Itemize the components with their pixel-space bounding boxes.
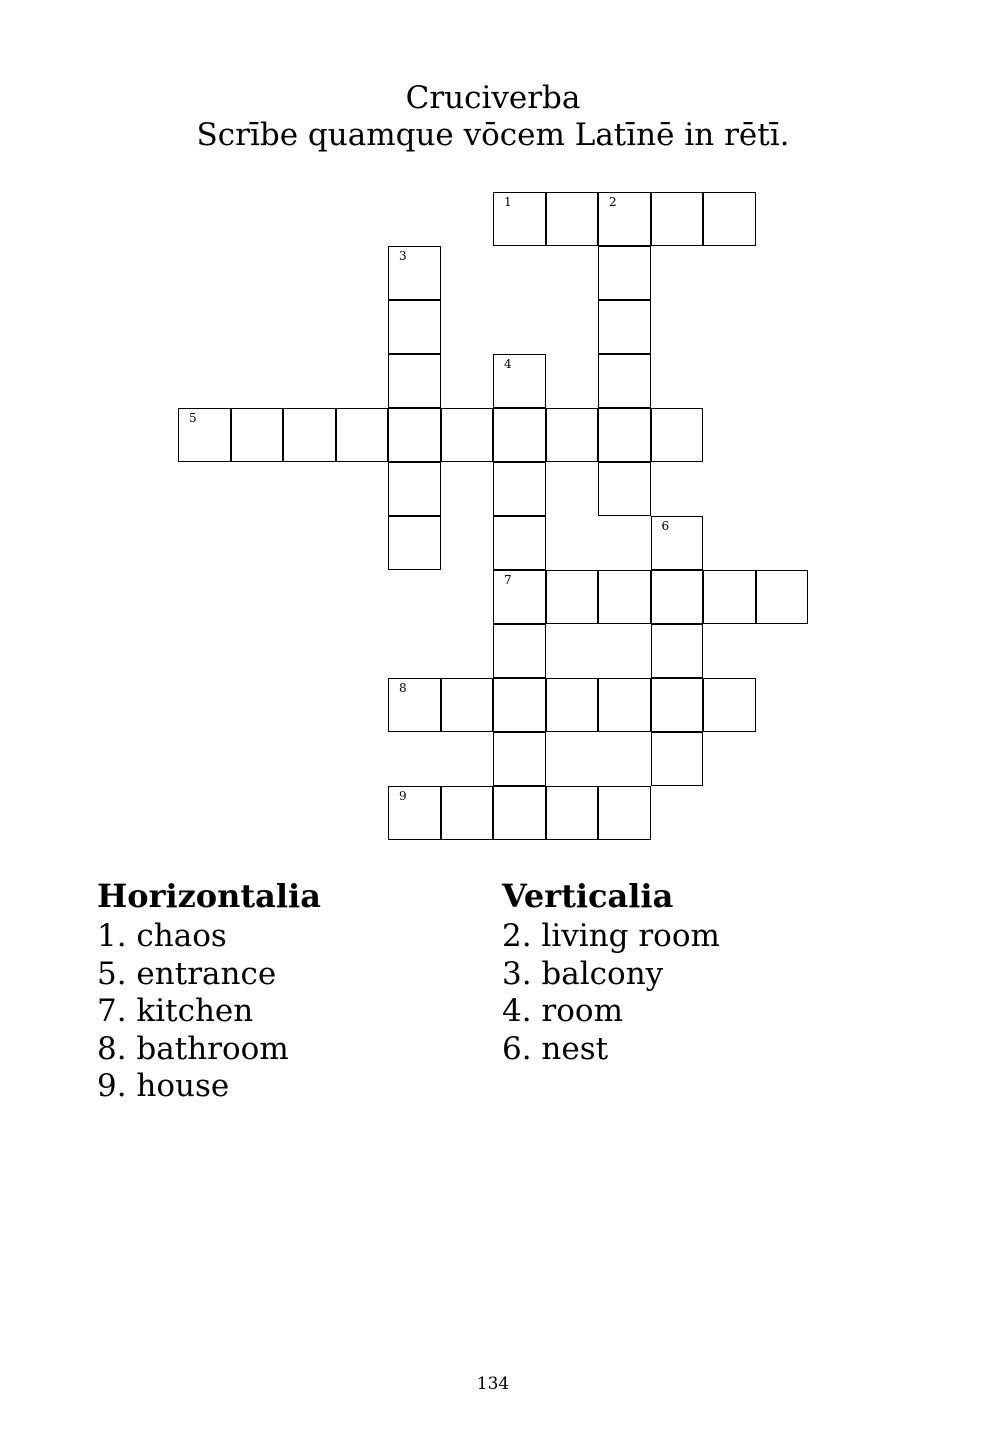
puzzle-instructions: Scrībe quamque vōcem Latīnē in rētī. xyxy=(196,117,790,153)
crossword-cell[interactable] xyxy=(598,786,651,840)
crossword-cell[interactable] xyxy=(598,192,651,246)
down-clues xyxy=(502,876,720,1068)
across-heading: Horizontalia xyxy=(97,877,321,915)
crossword-cell[interactable] xyxy=(178,408,231,462)
clue-number: 2 xyxy=(609,195,617,209)
crossword-cell[interactable] xyxy=(598,354,651,408)
crossword-cell[interactable] xyxy=(493,570,546,624)
down-heading: Verticalia xyxy=(502,877,674,915)
crossword-cell[interactable] xyxy=(441,678,494,732)
clue-across-7: 7. kitchen xyxy=(97,993,254,1029)
clue-number: 3 xyxy=(399,249,407,263)
crossword-cell[interactable] xyxy=(651,624,704,678)
clue-across-9: 9. house xyxy=(97,1068,230,1104)
crossword-cell[interactable] xyxy=(651,732,704,786)
clue-number: 6 xyxy=(661,519,670,533)
crossword-cell[interactable] xyxy=(336,408,389,462)
crossword-cell[interactable] xyxy=(598,408,651,462)
crossword-cell[interactable] xyxy=(651,570,704,624)
clue-down-6: 6. nest xyxy=(502,1030,609,1067)
crossword-cell[interactable] xyxy=(598,570,651,624)
crossword-cell[interactable] xyxy=(493,624,546,678)
clue-down-2: 2. living room xyxy=(502,918,720,954)
crossword-cell[interactable] xyxy=(651,192,704,246)
puzzle-title: Cruciverba xyxy=(405,80,581,116)
crossword-cell[interactable] xyxy=(388,678,441,732)
clue-number: 7 xyxy=(504,573,512,587)
crossword-cell[interactable] xyxy=(651,678,704,732)
crossword-cell[interactable] xyxy=(493,732,546,786)
clue-number: 4 xyxy=(504,357,512,371)
crossword-cell[interactable] xyxy=(493,408,546,462)
crossword-cell[interactable] xyxy=(493,354,546,408)
crossword-cell[interactable] xyxy=(493,786,546,840)
crossword-cell[interactable] xyxy=(388,462,441,516)
crossword-cell[interactable] xyxy=(493,462,546,516)
crossword-cell[interactable] xyxy=(598,300,651,354)
page-number: 134 xyxy=(476,1374,510,1394)
crossword-cell[interactable] xyxy=(598,246,651,300)
crossword-cell[interactable] xyxy=(546,786,599,840)
crossword-cell[interactable] xyxy=(546,408,599,462)
clue-number: 9 xyxy=(399,789,407,803)
crossword-cell[interactable] xyxy=(651,516,704,570)
clue-across-1: 1. chaos xyxy=(97,918,227,954)
crossword-cell[interactable] xyxy=(598,678,651,732)
clue-number: 5 xyxy=(189,411,197,425)
clue-number: 8 xyxy=(399,681,407,695)
clue-across-5: 5. entrance xyxy=(97,955,277,992)
crossword-cell[interactable] xyxy=(283,408,336,462)
crossword-cell[interactable] xyxy=(703,192,756,246)
crossword-cell[interactable] xyxy=(703,678,756,732)
crossword-cell[interactable] xyxy=(388,300,441,354)
clue-number: 1 xyxy=(504,195,512,209)
crossword-cell[interactable] xyxy=(493,192,546,246)
crossword-cell[interactable] xyxy=(546,192,599,246)
crossword-cell[interactable] xyxy=(441,786,494,840)
crossword-cell[interactable] xyxy=(388,408,441,462)
crossword-cell[interactable] xyxy=(493,678,546,732)
across-clues xyxy=(97,876,321,1106)
crossword-cell[interactable] xyxy=(546,570,599,624)
crossword-cell[interactable] xyxy=(388,516,441,570)
crossword-cell[interactable] xyxy=(598,462,651,516)
crossword-cell[interactable] xyxy=(441,408,494,462)
crossword-cell[interactable] xyxy=(231,408,284,462)
crossword-cell[interactable] xyxy=(388,786,441,840)
clue-down-3: 3. balcony xyxy=(502,955,664,992)
crossword-cell[interactable] xyxy=(493,516,546,570)
crossword-cell[interactable] xyxy=(651,408,704,462)
crossword-cell[interactable] xyxy=(388,246,441,300)
clue-across-8: 8. bathroom xyxy=(97,1030,289,1067)
clue-down-4: 4. room xyxy=(502,993,623,1029)
crossword-cell[interactable] xyxy=(546,678,599,732)
crossword-cell[interactable] xyxy=(388,354,441,408)
crossword-cell[interactable] xyxy=(756,570,809,624)
crossword-cell[interactable] xyxy=(703,570,756,624)
